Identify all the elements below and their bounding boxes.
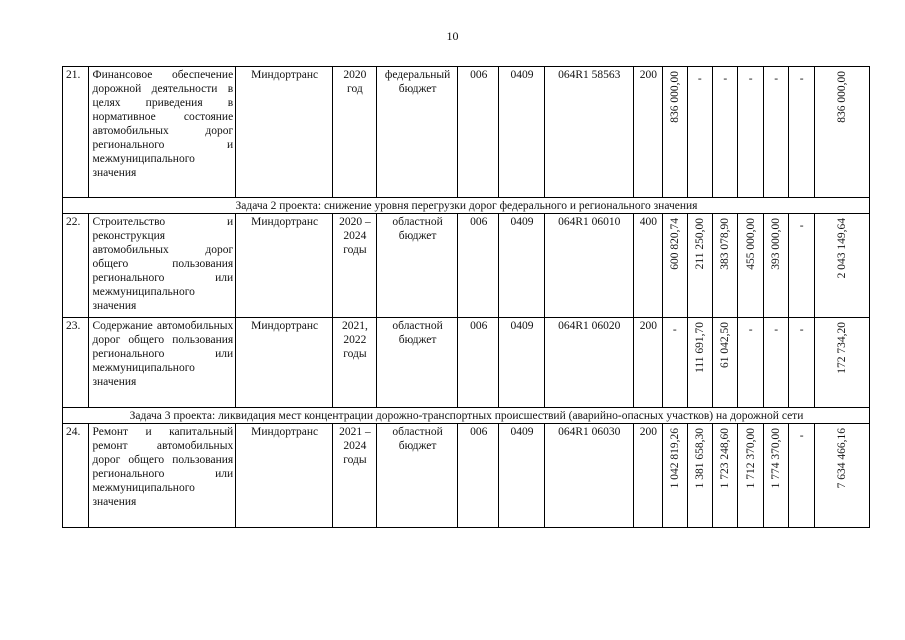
executor: Миндортранс [236, 318, 333, 408]
section-code: 0409 [499, 424, 545, 528]
amount-2021 [687, 214, 712, 318]
amount-value: 172 734,20 [835, 322, 848, 374]
amount-2025 [789, 67, 814, 198]
executor: Миндортранс [236, 67, 333, 198]
amount-2023 [738, 214, 763, 318]
amount-value: 111 691,70 [693, 322, 706, 373]
amount-2021 [687, 318, 712, 408]
amount-value: - [799, 430, 804, 442]
amount-value: 1 042 819,26 [668, 428, 681, 489]
funding-source: областной бюджет [376, 318, 458, 408]
section-code: 0409 [499, 318, 545, 408]
target-article-code: 064R1 06020 [544, 318, 633, 408]
section-code: 0409 [499, 214, 545, 318]
amount-total [814, 318, 869, 408]
period: 2020 – 2024 годы [333, 214, 377, 318]
measure-name: Ремонт и капитальный ремонт автомобильных дорог общего пользования регионального или межмуниципального значения [89, 424, 236, 528]
amount-value: 600 820,74 [668, 218, 681, 270]
amount-value: - [799, 73, 804, 85]
expense-type-code: 400 [633, 214, 663, 318]
amount-2020 [663, 424, 687, 528]
target-article-code: 064R1 58563 [544, 67, 633, 198]
executor: Миндортранс [236, 214, 333, 318]
section-row [63, 198, 870, 214]
section-heading: Задача 3 проекта: ликвидация мест концентрации дорожно-транспортных происшествий (аварийно-опасных участков) на дорожной сети [63, 408, 870, 424]
table-row [63, 67, 870, 198]
section-row [63, 408, 870, 424]
row-number: 21. [63, 67, 89, 198]
expense-type-code: 200 [633, 318, 663, 408]
target-article-code: 064R1 06030 [544, 424, 633, 528]
amount-2020 [663, 318, 687, 408]
period: 2020 год [333, 67, 377, 198]
measure-name: Финансовое обеспечение дорожной деятельности в целях приведения в нормативное состояние автомобильных дорог регионального и межмуниципального значения [89, 67, 236, 198]
amount-value: - [672, 324, 677, 336]
amount-2020 [663, 214, 687, 318]
amount-value: 61 042,50 [719, 322, 732, 368]
table-row [63, 424, 870, 528]
amount-value: - [748, 73, 753, 85]
amount-value: 7 634 466,16 [835, 428, 848, 489]
amount-2025 [789, 318, 814, 408]
target-article-code: 064R1 06010 [544, 214, 633, 318]
amount-value: - [723, 73, 728, 85]
amount-2022 [713, 318, 738, 408]
amount-value: 1 723 248,60 [719, 428, 732, 489]
budget-table [62, 66, 870, 528]
amount-2024 [763, 424, 788, 528]
grbs-code: 006 [458, 318, 499, 408]
amount-value: 455 000,00 [744, 218, 757, 270]
row-number: 23. [63, 318, 89, 408]
amount-2025 [789, 214, 814, 318]
amount-total [814, 214, 869, 318]
amount-2021 [687, 424, 712, 528]
amount-2020 [663, 67, 687, 198]
grbs-code: 006 [458, 424, 499, 528]
amount-2022 [713, 424, 738, 528]
amount-value: 383 078,90 [719, 218, 732, 270]
funding-source: областной бюджет [376, 214, 458, 318]
period: 2021, 2022 годы [333, 318, 377, 408]
amount-value: 1 381 658,30 [693, 428, 706, 489]
row-number: 22. [63, 214, 89, 318]
amount-total [814, 67, 869, 198]
period: 2021 – 2024 годы [333, 424, 377, 528]
amount-value: - [774, 324, 779, 336]
amount-total [814, 424, 869, 528]
table-row [63, 318, 870, 408]
table-row [63, 214, 870, 318]
amount-value: - [799, 324, 804, 336]
amount-value: 836 000,00 [835, 71, 848, 123]
amount-2022 [713, 67, 738, 198]
grbs-code: 006 [458, 67, 499, 198]
amount-value: - [748, 324, 753, 336]
amount-value: 1 774 370,00 [770, 428, 783, 489]
grbs-code: 006 [458, 214, 499, 318]
amount-2024 [763, 318, 788, 408]
section-code: 0409 [499, 67, 545, 198]
funding-source: федеральный бюджет [376, 67, 458, 198]
funding-source: областной бюджет [376, 424, 458, 528]
expense-type-code: 200 [633, 67, 663, 198]
amount-value: - [799, 220, 804, 232]
amount-value: 1 712 370,00 [744, 428, 757, 489]
amount-2023 [738, 424, 763, 528]
executor: Миндортранс [236, 424, 333, 528]
measure-name: Содержание автомобильных дорог общего пользования регионального или межмуниципального значения [89, 318, 236, 408]
row-number: 24. [63, 424, 89, 528]
amount-2025 [789, 424, 814, 528]
amount-value: 2 043 149,64 [835, 218, 848, 279]
page-number: 10 [446, 29, 459, 43]
amount-2021 [687, 67, 712, 198]
amount-value: - [774, 73, 779, 85]
amount-value: 836 000,00 [668, 71, 681, 123]
expense-type-code: 200 [633, 424, 663, 528]
measure-name: Строительство и реконструкция автомобильных дорог общего пользования регионального или межмуниципального значения [89, 214, 236, 318]
amount-2022 [713, 214, 738, 318]
section-heading: Задача 2 проекта: снижение уровня перегрузки дорог федерального и регионального значения [63, 198, 870, 214]
amount-value: 211 250,00 [693, 218, 706, 270]
amount-value: - [697, 73, 702, 85]
amount-2023 [738, 318, 763, 408]
amount-value: 393 000,00 [770, 218, 783, 270]
amount-2024 [763, 214, 788, 318]
amount-2023 [738, 67, 763, 198]
amount-2024 [763, 67, 788, 198]
